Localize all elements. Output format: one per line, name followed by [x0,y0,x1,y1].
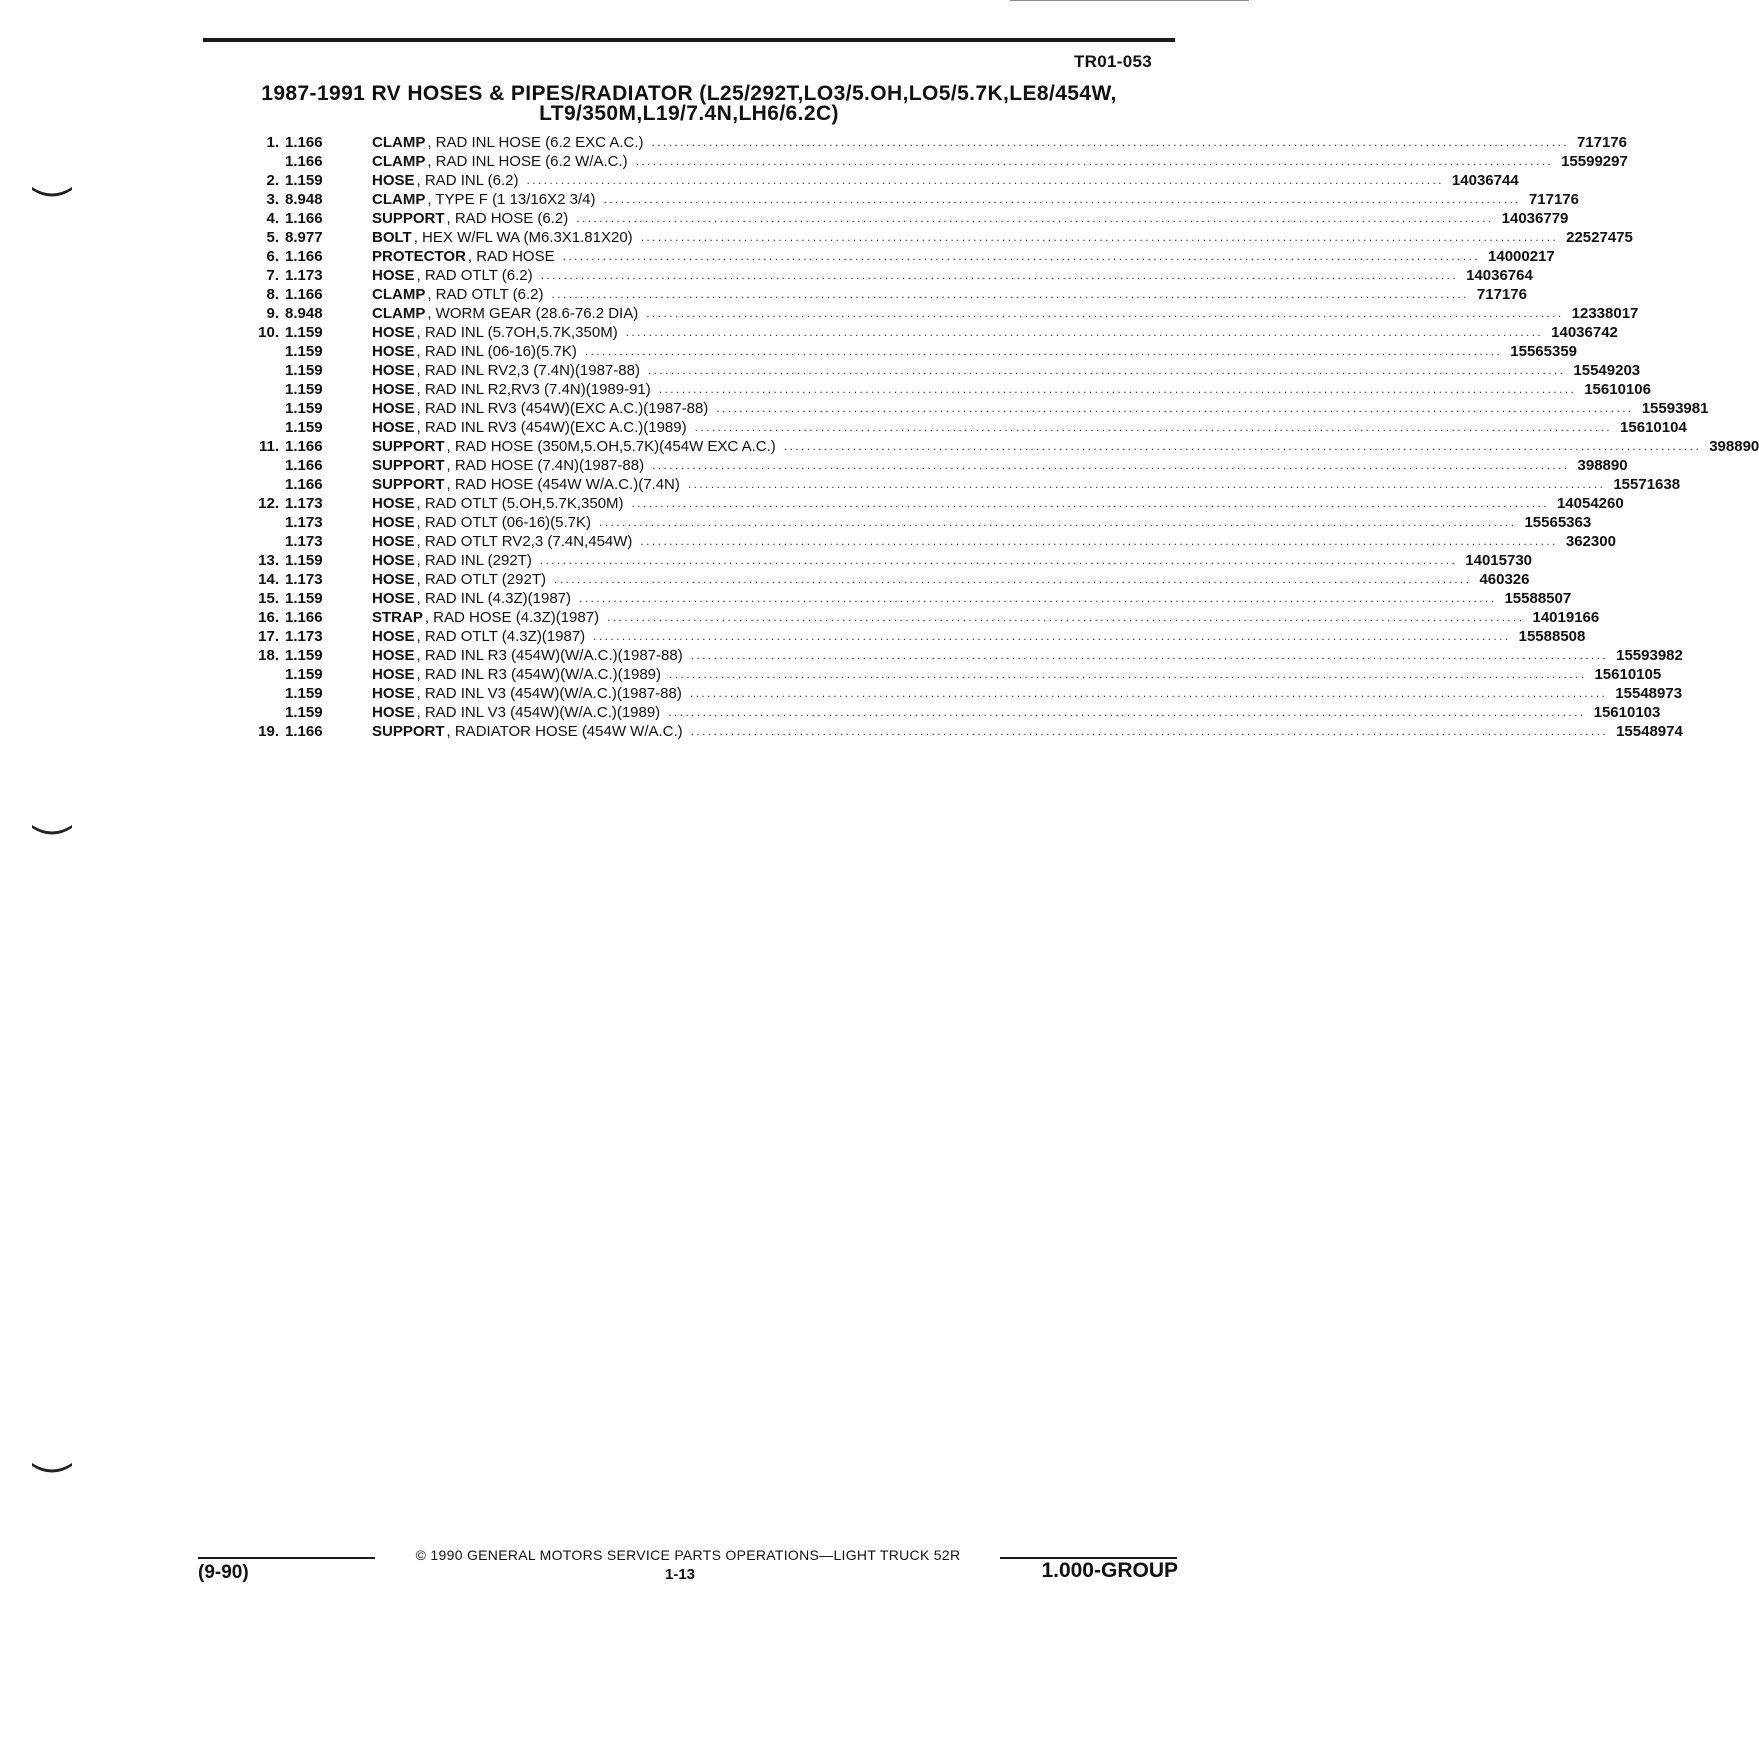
part-name: HOSE [372,647,415,664]
part-description [372,703,1661,722]
leader-dots: ................................................................................................................................................................ [716,401,1634,415]
part-number: 14054260 [1556,495,1624,512]
page-number: 1-13 [664,1566,696,1583]
parts-row [230,133,1627,152]
part-name: HOSE [372,267,415,284]
parts-row [230,627,1586,646]
part-description [372,171,1519,190]
part-description [372,418,1687,437]
punch-hole-mark [32,1460,72,1474]
part-detail: , RAD INL R3 (454W)(W/A.C.)(1989) [416,666,662,683]
ref-number: 7. [266,267,279,284]
part-detail: , RAD HOSE [467,248,555,265]
part-description [372,247,1555,266]
part-name: HOSE [372,533,415,550]
part-number: 15548973 [1615,685,1683,702]
parts-row [230,380,1651,399]
part-detail: , RAD OTLT (5.OH,5.7K,350M) [416,495,624,512]
part-number: 15593982 [1616,647,1683,664]
ref-number: 9. [266,305,279,322]
page-title-line-1: 1987-1991 RV HOSES & PIPES/RADIATOR (L25/292T,LO3/5.OH,LO5/5.7K,LE8/454W, [261,82,1117,105]
part-detail: , RAD HOSE (350M,5.OH,5.7K)(454W EXC A.C.) [446,438,776,455]
parts-row [230,532,1616,551]
part-detail: , RAD INL HOSE (6.2 EXC A.C.) [427,134,644,151]
part-name: HOSE [372,571,415,588]
ref-number: 5. [266,229,279,246]
parts-row [230,190,1579,209]
group-number: 1.166 [285,723,323,740]
parts-list [230,133,1759,741]
part-detail: , RAD INL RV2,3 (7.4N)(1987-88) [416,362,640,379]
group-number: 1.159 [285,419,323,436]
group-number: 1.159 [285,552,323,569]
parts-row [230,589,1572,608]
leader-dots: ................................................................................................................................................................ [539,553,1458,567]
ref-number: 3. [266,191,279,208]
parts-row [230,646,1683,665]
part-number: 14000217 [1488,248,1555,265]
leader-dots: ................................................................................................................................................................ [526,173,1444,187]
part-description [372,380,1651,399]
part-description [372,209,1569,228]
group-number: 1.159 [285,343,323,360]
ref-number: 13. [258,552,279,569]
part-name: CLAMP [372,286,426,303]
group-number: 1.159 [285,590,323,607]
part-number: 14036742 [1551,324,1618,341]
part-detail: , RAD OTLT RV2,3 (7.4N,454W) [416,533,633,550]
parts-row [230,399,1709,418]
part-detail: , RAD INL (292T) [416,552,532,569]
leader-dots: ................................................................................................................................................................ [687,477,1606,491]
punch-hole-mark [32,184,72,198]
group-number: 1.166 [285,153,323,170]
group-number: 1.159 [285,685,323,702]
part-description [372,323,1618,342]
part-detail: , RAD HOSE (454W W/A.C.)(7.4N) [446,476,680,493]
part-name: HOSE [372,628,415,645]
group-number: 1.159 [285,400,323,417]
part-detail: , RAD INL (6.2) [416,172,519,189]
page-title-line-2: LT9/350M,L19/7.4N,LH6/6.2C) [539,102,839,125]
part-description [372,627,1586,646]
leader-dots: ................................................................................................................................................................ [625,325,1544,339]
group-number: 1.159 [285,324,323,341]
ref-number: 2. [266,172,279,189]
ref-number: 16. [258,609,279,626]
part-description [372,228,1633,247]
part-number: 15610104 [1620,419,1687,436]
ref-number: 4. [266,210,279,227]
leader-dots: ................................................................................................................................................................ [635,154,1554,168]
leader-dots: ................................................................................................................................................................ [579,591,1497,605]
part-description [372,551,1533,570]
part-detail: , RAD INL R2,RV3 (7.4N)(1989-91) [416,381,651,398]
ref-number: 17. [258,628,279,645]
part-detail: , WORM GEAR (28.6-76.2 DIA) [427,305,639,322]
part-name: HOSE [372,400,415,417]
punch-hole-mark [32,822,72,836]
parts-row [230,361,1641,380]
part-detail: , RAD INL V3 (454W)(W/A.C.)(1989) [416,704,661,721]
leader-dots: ................................................................................................................................................................ [631,496,1549,510]
part-description [372,608,1600,627]
part-name: SUPPORT [372,723,445,740]
leader-dots: ................................................................................................................................................................ [551,287,1469,301]
part-name: CLAMP [372,134,426,151]
part-detail: , RAD HOSE (6.2) [446,210,569,227]
part-number: 12338017 [1571,305,1639,322]
group-number: 1.173 [285,533,323,550]
part-description [372,532,1616,551]
parts-row [230,228,1633,247]
leader-dots: ................................................................................................................................................................ [584,344,1503,358]
parts-row [230,570,1530,589]
part-number: 15588508 [1518,628,1586,645]
part-name: SUPPORT [372,210,445,227]
part-name: PROTECTOR [372,248,466,265]
part-name: HOSE [372,666,415,683]
part-description [372,456,1628,475]
part-number: 15593981 [1641,400,1709,417]
group-number: 1.166 [285,476,323,493]
leader-dots: ................................................................................................................................................................ [690,648,1609,662]
part-detail: , RAD HOSE (4.3Z)(1987) [424,609,600,626]
part-number: 14019166 [1532,609,1600,626]
footer-rule-left [198,1557,375,1559]
leader-dots: ................................................................................................................................................................ [593,629,1511,643]
part-name: HOSE [372,381,415,398]
part-description [372,589,1572,608]
parts-row [230,608,1600,627]
part-description [372,684,1683,703]
part-detail: , RAD INL HOSE (6.2 W/A.C.) [427,153,628,170]
leader-dots: ................................................................................................................................................................ [689,686,1608,700]
part-description [372,285,1527,304]
group-number: 1.173 [285,571,323,588]
part-name: HOSE [372,514,415,531]
group-number: 1.166 [285,134,323,151]
group-label: 1.000-GROUP [1041,1559,1178,1582]
part-number: 15610105 [1594,666,1662,683]
part-description [372,475,1681,494]
part-number: 717176 [1576,134,1627,151]
group-number: 8.948 [285,191,323,208]
part-name: CLAMP [372,305,426,322]
part-number: 22527475 [1566,229,1633,246]
page-title [203,84,1175,124]
leader-dots: ................................................................................................................................................................ [669,667,1587,681]
group-number: 1.173 [285,495,323,512]
part-description [372,266,1533,285]
part-number: 14036764 [1466,267,1533,284]
leader-dots: ................................................................................................................................................................ [640,230,1559,244]
leader-dots: ................................................................................................................................................................ [607,610,1525,624]
group-number: 1.166 [285,438,323,455]
part-number: 717176 [1476,286,1527,303]
parts-row [230,171,1519,190]
part-name: HOSE [372,324,415,341]
part-detail: , RAD OTLT (292T) [416,571,546,588]
part-description [372,342,1578,361]
part-name: HOSE [372,685,415,702]
leader-dots: ................................................................................................................................................................ [576,211,1494,225]
parts-row [230,247,1555,266]
part-number: 398890 [1709,438,1759,455]
group-number: 1.166 [285,609,323,626]
leader-dots: ................................................................................................................................................................ [658,382,1577,396]
part-name: HOSE [372,552,415,569]
part-detail: , RAD OTLT (6.2) [416,267,533,284]
parts-row [230,665,1662,684]
part-detail: , RAD OTLT (6.2) [427,286,544,303]
group-number: 1.173 [285,514,323,531]
part-description [372,437,1759,456]
header-rule [203,38,1175,42]
part-description [372,361,1641,380]
part-description [372,190,1579,209]
part-detail: , RAD INL V3 (454W)(W/A.C.)(1987-88) [416,685,682,702]
leader-dots: ................................................................................................................................................................ [646,306,1564,320]
ref-number: 14. [258,571,279,588]
part-number: 14036779 [1501,210,1569,227]
parts-row [230,152,1628,171]
group-number: 1.166 [285,286,323,303]
part-number: 15549203 [1573,362,1641,379]
leader-dots: ................................................................................................................................................................ [540,268,1459,282]
part-detail: , RAD OTLT (4.3Z)(1987) [416,628,586,645]
group-number: 1.173 [285,267,323,284]
part-description [372,513,1592,532]
part-number: 15610103 [1593,704,1661,721]
parts-row [230,551,1533,570]
leader-dots: ................................................................................................................................................................ [599,515,1517,529]
parts-row [230,437,1759,456]
part-name: CLAMP [372,191,426,208]
ref-number: 1. [266,134,279,151]
part-number: 15565363 [1524,514,1592,531]
parts-row [230,475,1681,494]
group-number: 1.159 [285,647,323,664]
parts-row [230,285,1527,304]
part-name: HOSE [372,343,415,360]
leader-dots: ................................................................................................................................................................ [652,458,1570,472]
part-number: 15548974 [1616,723,1683,740]
part-number: 15599297 [1561,153,1628,170]
page-edge-line [1010,0,1249,1]
leader-dots: ................................................................................................................................................................ [647,363,1566,377]
ref-number: 19. [258,723,279,740]
group-number: 1.173 [285,628,323,645]
part-name: SUPPORT [372,438,445,455]
part-number: 460326 [1479,571,1530,588]
parts-row [230,209,1569,228]
ref-number: 6. [266,248,279,265]
part-number: 15571638 [1613,476,1681,493]
part-detail: , RAD INL (5.7OH,5.7K,350M) [416,324,618,341]
leader-dots: ................................................................................................................................................................ [783,439,1702,453]
parts-row [230,266,1533,285]
part-detail: , TYPE F (1 13/16X2 3/4) [427,191,596,208]
part-number: 15588507 [1504,590,1572,607]
part-name: CLAMP [372,153,426,170]
group-number: 1.166 [285,248,323,265]
revision-date: (9-90) [198,1562,249,1583]
document-code: TR01-053 [1074,52,1152,71]
group-number: 1.166 [285,210,323,227]
part-number: 15610106 [1584,381,1651,398]
group-number: 1.159 [285,172,323,189]
part-detail: , RAD INL (06-16)(5.7K) [416,343,577,360]
leader-dots: ................................................................................................................................................................ [554,572,1472,586]
part-description [372,304,1639,323]
parts-row [230,418,1687,437]
part-detail: , RAD INL R3 (454W)(W/A.C.)(1987-88) [416,647,683,664]
leader-dots: ................................................................................................................................................................ [694,420,1613,434]
group-number: 1.159 [285,362,323,379]
part-description [372,494,1624,513]
ref-number: 12. [258,495,279,512]
part-name: STRAP [372,609,423,626]
group-number: 1.166 [285,457,323,474]
group-number: 8.977 [285,229,323,246]
part-name: HOSE [372,495,415,512]
part-number: 717176 [1528,191,1579,208]
part-name: SUPPORT [372,476,445,493]
parts-row [230,304,1639,323]
part-name: HOSE [372,419,415,436]
parts-row [230,722,1683,741]
part-number: 14036744 [1451,172,1519,189]
part-number: 15565359 [1510,343,1578,360]
part-detail: , RAD INL RV3 (454W)(EXC A.C.)(1989) [416,419,687,436]
parts-row [230,494,1624,513]
group-number: 1.159 [285,704,323,721]
parts-row [230,456,1628,475]
ref-number: 8. [266,286,279,303]
part-name: HOSE [372,172,415,189]
part-number: 14015730 [1465,552,1533,569]
part-name: HOSE [372,362,415,379]
part-description [372,665,1662,684]
leader-dots: ................................................................................................................................................................ [562,249,1481,263]
ref-number: 10. [258,324,279,341]
part-name: BOLT [372,229,412,246]
part-detail: , RADIATOR HOSE (454W W/A.C.) [446,723,683,740]
part-description [372,646,1683,665]
part-description [372,152,1628,171]
part-detail: , RAD INL (4.3Z)(1987) [416,590,572,607]
part-detail: , RAD HOSE (7.4N)(1987-88) [446,457,645,474]
part-detail: , RAD OTLT (06-16)(5.7K) [416,514,592,531]
copyright-notice: © 1990 GENERAL MOTORS SERVICE PARTS OPERATIONS—LIGHT TRUCK 52R [415,1547,961,1563]
leader-dots: ................................................................................................................................................................ [603,192,1521,206]
part-description [372,722,1683,741]
group-number: 1.159 [285,381,323,398]
leader-dots: ................................................................................................................................................................ [640,534,1558,548]
part-name: SUPPORT [372,457,445,474]
leader-dots: ................................................................................................................................................................ [690,724,1609,738]
part-number: 362300 [1565,533,1616,550]
parts-row [230,513,1592,532]
ref-number: 15. [258,590,279,607]
part-name: HOSE [372,704,415,721]
part-description [372,570,1530,589]
part-name: HOSE [372,590,415,607]
parts-row [230,323,1618,342]
part-description [372,399,1709,418]
group-number: 1.159 [285,666,323,683]
parts-row [230,684,1683,703]
parts-row [230,703,1661,722]
ref-number: 18. [258,647,279,664]
ref-number: 11. [258,438,279,455]
leader-dots: ................................................................................................................................................................ [651,135,1569,149]
part-detail: , HEX W/FL WA (M6.3X1.81X20) [413,229,633,246]
part-number: 398890 [1577,457,1628,474]
parts-row [230,342,1578,361]
part-description [372,133,1627,152]
leader-dots: ................................................................................................................................................................ [668,705,1586,719]
part-detail: , RAD INL RV3 (454W)(EXC A.C.)(1987-88) [416,400,709,417]
group-number: 8.948 [285,305,323,322]
